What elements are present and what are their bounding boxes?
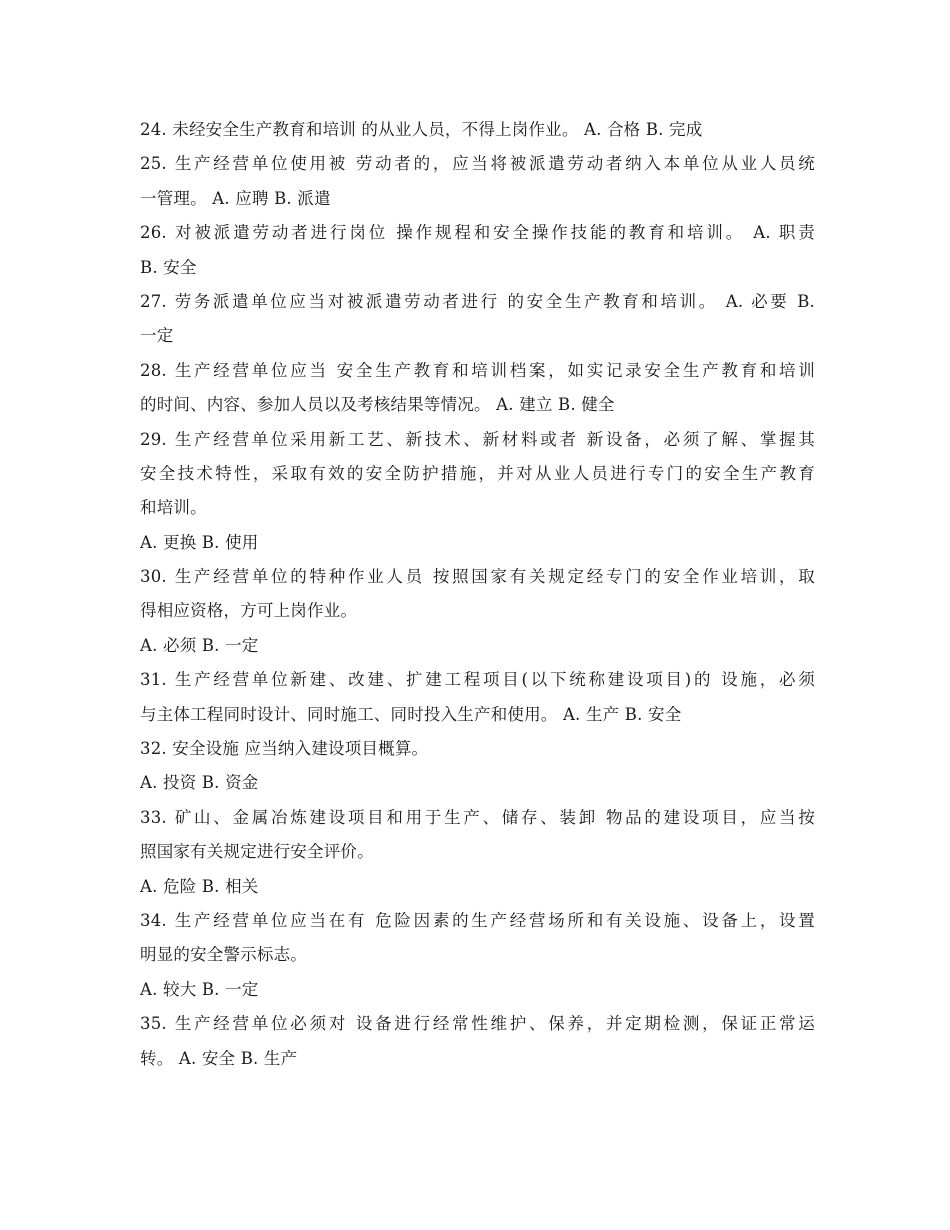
text-line: 一管理。 A. 应聘 B. 派遣 — [140, 188, 331, 208]
text-line: A. 较大 B. 一定 — [140, 979, 259, 999]
text-line: 29. 生产经营单位采用新工艺、新技术、新材料或者 新设备，必须了解、掌握其 — [140, 429, 815, 449]
text-line: 照国家有关规定进行安全评价。 — [140, 842, 374, 862]
text-line: 和培训。 — [140, 498, 207, 518]
text-line: A. 危险 B. 相关 — [140, 876, 259, 896]
text-line: 25. 生产经营单位使用被 劳动者的，应当将被派遣劳动者纳入本单位从业人员统 — [140, 154, 815, 174]
text-line: 33. 矿山、金属冶炼建设项目和用于生产、储存、装卸 物品的建设项目，应当按 — [140, 807, 815, 827]
text-line: 26. 对被派遣劳动者进行岗位 操作规程和安全操作技能的教育和培训。 A. 职责 — [140, 223, 815, 243]
text-line: 转。 A. 安全 B. 生产 — [140, 1048, 298, 1068]
text-line: 得相应资格，方可上岗作业。 — [140, 601, 358, 621]
text-line: A. 投资 B. 资金 — [140, 773, 259, 793]
text-line: 明显的安全警示标志。 — [140, 945, 307, 965]
text-line: 安全技术特性，采取有效的安全防护措施，并对从业人员进行专门的安全生产教育 — [140, 463, 815, 483]
text-line: 一定 — [140, 326, 174, 346]
text-line: 31. 生产经营单位新建、改建、扩建工程项目(以下统称建设项目)的 设施，必须 — [140, 670, 815, 690]
text-line: 35. 生产经营单位必须对 设备进行经常性维护、保养，并定期检测，保证正常运 — [140, 1014, 815, 1034]
text-line: A. 更换 B. 使用 — [140, 532, 259, 552]
text-line: 与主体工程同时设计、同时施工、同时投入生产和使用。 A. 生产 B. 安全 — [140, 704, 682, 724]
text-line: 的时间、内容、参加人员以及考核结果等情况。 A. 建立 B. 健全 — [140, 395, 615, 415]
text-line: 27. 劳务派遣单位应当对被派遣劳动者进行 的安全生产教育和培训。 A. 必要 B. — [140, 291, 815, 311]
text-line: 32. 安全设施 应当纳入建设项目概算。 — [140, 739, 429, 759]
text-line: A. 必须 B. 一定 — [140, 635, 259, 655]
document-body — [140, 113, 815, 1076]
text-line: 30. 生产经营单位的特种作业人员 按照国家有关规定经专门的安全作业培训，取 — [140, 567, 815, 587]
text-line: 24. 未经安全生产教育和培训 的从业人员，不得上岗作业。 A. 合格 B. 完成 — [140, 120, 703, 139]
text-line: B. 安全 — [140, 257, 197, 277]
text-line: 28. 生产经营单位应当 安全生产教育和培训档案，如实记录安全生产教育和培训 — [140, 360, 815, 380]
text-line: 34. 生产经营单位应当在有 危险因素的生产经营场所和有关设施、设备上，设置 — [140, 910, 815, 930]
